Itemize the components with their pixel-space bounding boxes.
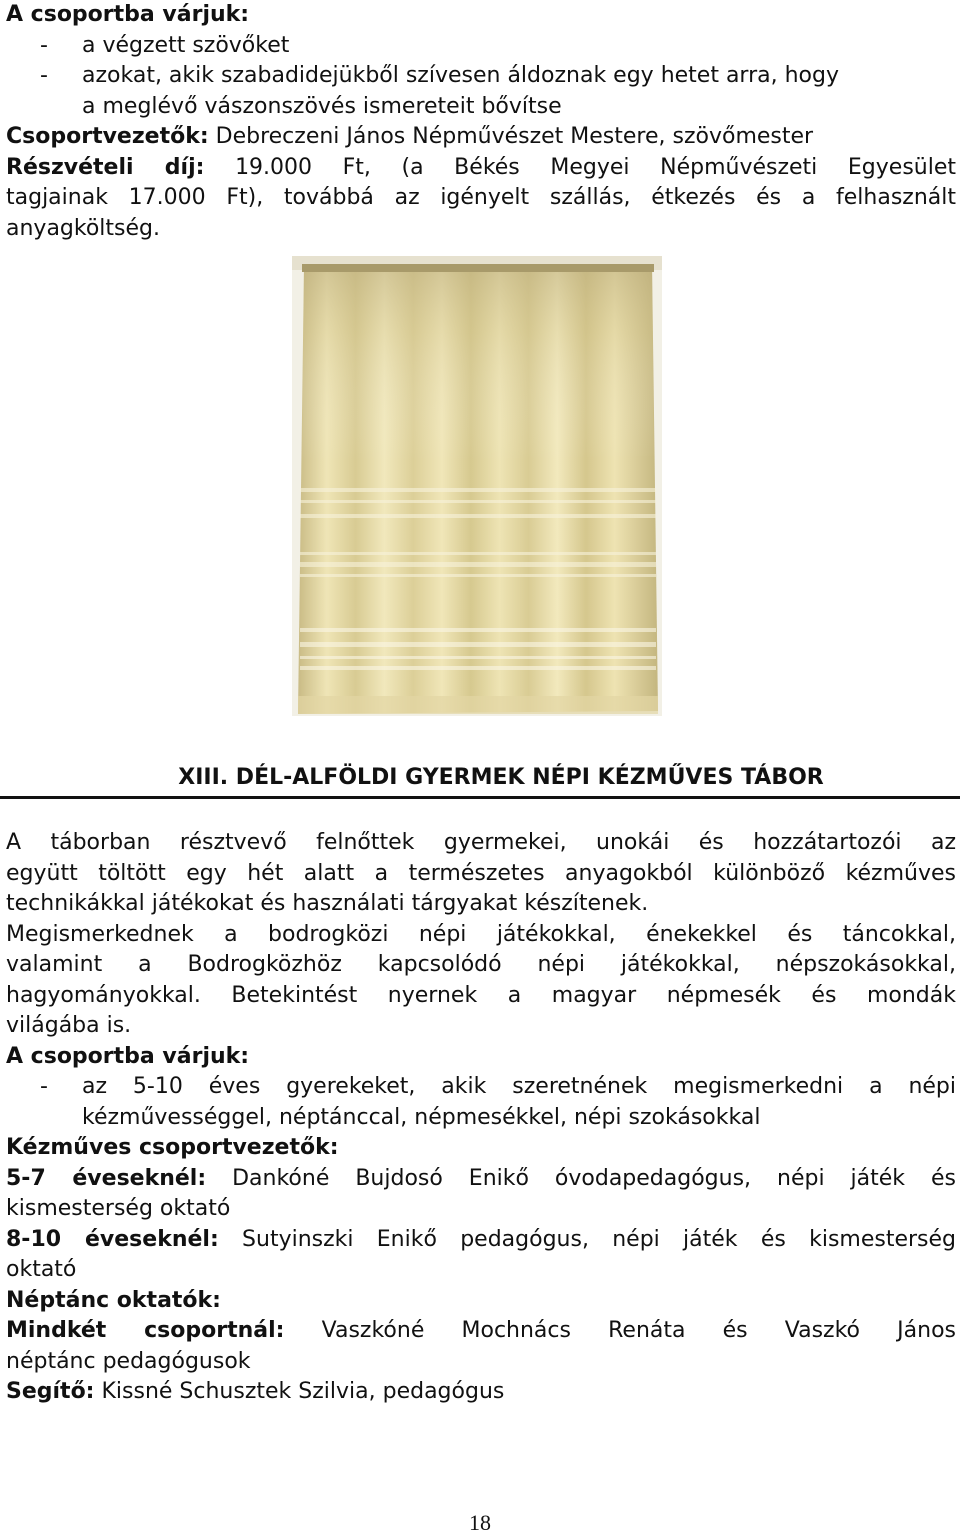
section-title: XIII. DÉL-ALFÖLDI GYERMEK NÉPI KÉZMŰVES TÁBOR — [178, 765, 824, 790]
paragraph-line: világába is. — [6, 1013, 132, 1038]
both-label: Mindkét csoportnál: — [6, 1318, 285, 1343]
helper-value: Kissné Schusztek Szilvia, pedagógus — [101, 1379, 505, 1404]
top-section — [6, 0, 956, 244]
fee-line-2: tagjainak 17.000 Ft), továbbá az igényelt szállás, étkezés és a felhasznált — [6, 185, 956, 210]
both-continuation: néptánc pedagógusok — [6, 1348, 251, 1374]
paragraph-line: A táborban résztvevő felnőttek gyermekei, unokái és hozzátartozói az — [6, 830, 956, 855]
expect-label: A csoportba várjuk: — [6, 2, 250, 27]
age2-value: Sutyinszki Enikő pedagógus, népi játék és kismesterség — [242, 1226, 956, 1252]
bullet-continuation: kézművességgel, néptánccal, népmesékkel, népi szokásokkal — [82, 1104, 761, 1130]
bullet-item: - a végzett szövőket — [6, 31, 956, 62]
age1-value: Dankóné Bujdosó Enikő óvodapedagógus, népi játék és — [232, 1165, 956, 1191]
helper-label: Segítő: — [6, 1379, 95, 1404]
paragraph-line: technikákkal játékokat és használati tárgyakat készítenek. — [6, 891, 649, 916]
bullet-item: - azokat, akik szabadidejükből szívesen áldoznak egy hetet arra, hogy — [6, 61, 956, 92]
bullet-continuation: a meglévő vászonszövés ismereteit bővítse — [82, 93, 562, 119]
crafts-label: Kézműves csoportvezetők: — [6, 1135, 339, 1160]
section-heading-block — [6, 760, 956, 799]
paragraph-line: hagyományokkal. Betekintést nyernek a magyar népmesék és mondák — [6, 982, 956, 1008]
woven-curtain-photo — [292, 256, 662, 716]
expect-label: A csoportba várjuk: — [6, 1043, 250, 1069]
bullet-dash: - — [40, 32, 48, 58]
age1-label: 5-7 éveseknél: — [6, 1165, 207, 1191]
section-body — [6, 828, 956, 1408]
both-line — [6, 1316, 956, 1347]
age2-label: 8-10 éveseknél: — [6, 1226, 219, 1252]
heading-divider — [0, 796, 960, 799]
age1-line — [6, 1164, 956, 1195]
both-value: Vaszkóné Mochnács Renáta és Vaszkó János — [321, 1318, 956, 1343]
bullet-item: - az 5-10 éves gyerekeket, akik szeretnének megismerkedni a népi — [6, 1072, 956, 1103]
paragraph-line: Megismerkednek a bodrogközi népi játékokkal, énekekkel és táncokkal, — [6, 921, 956, 947]
leaders-label: Csoportvezetők: — [6, 124, 209, 149]
fee-line — [6, 153, 956, 184]
fee-value: 19.000 Ft, (a Békés Megyei Népművészeti Egyesület — [235, 154, 956, 180]
age2-line — [6, 1225, 956, 1256]
bullet-dash: - — [40, 63, 48, 88]
fee-label: Részvételi díj: — [6, 154, 205, 180]
bullet-dash: - — [40, 1074, 48, 1099]
leaders-value: Debreczeni János Népművészet Mestere, szövőmester — [215, 124, 814, 149]
paragraph-line: valamint a Bodrogközhöz kapcsolódó népi játékokkal, népszokásokkal, — [6, 952, 956, 977]
dance-label: Néptánc oktatók: — [6, 1287, 221, 1313]
fee-line-3: anyagköltség. — [6, 215, 160, 241]
curtain-image — [292, 256, 662, 716]
helper-line — [6, 1377, 956, 1408]
page-number: 18 — [469, 1510, 491, 1535]
paragraph-line: együtt töltött egy hét alatt a természetes anyagokból különböző kézműves — [6, 860, 956, 886]
age1-continuation: kismesterség oktató — [6, 1196, 231, 1221]
age2-continuation: oktató — [6, 1257, 77, 1282]
leaders-line — [6, 122, 956, 153]
